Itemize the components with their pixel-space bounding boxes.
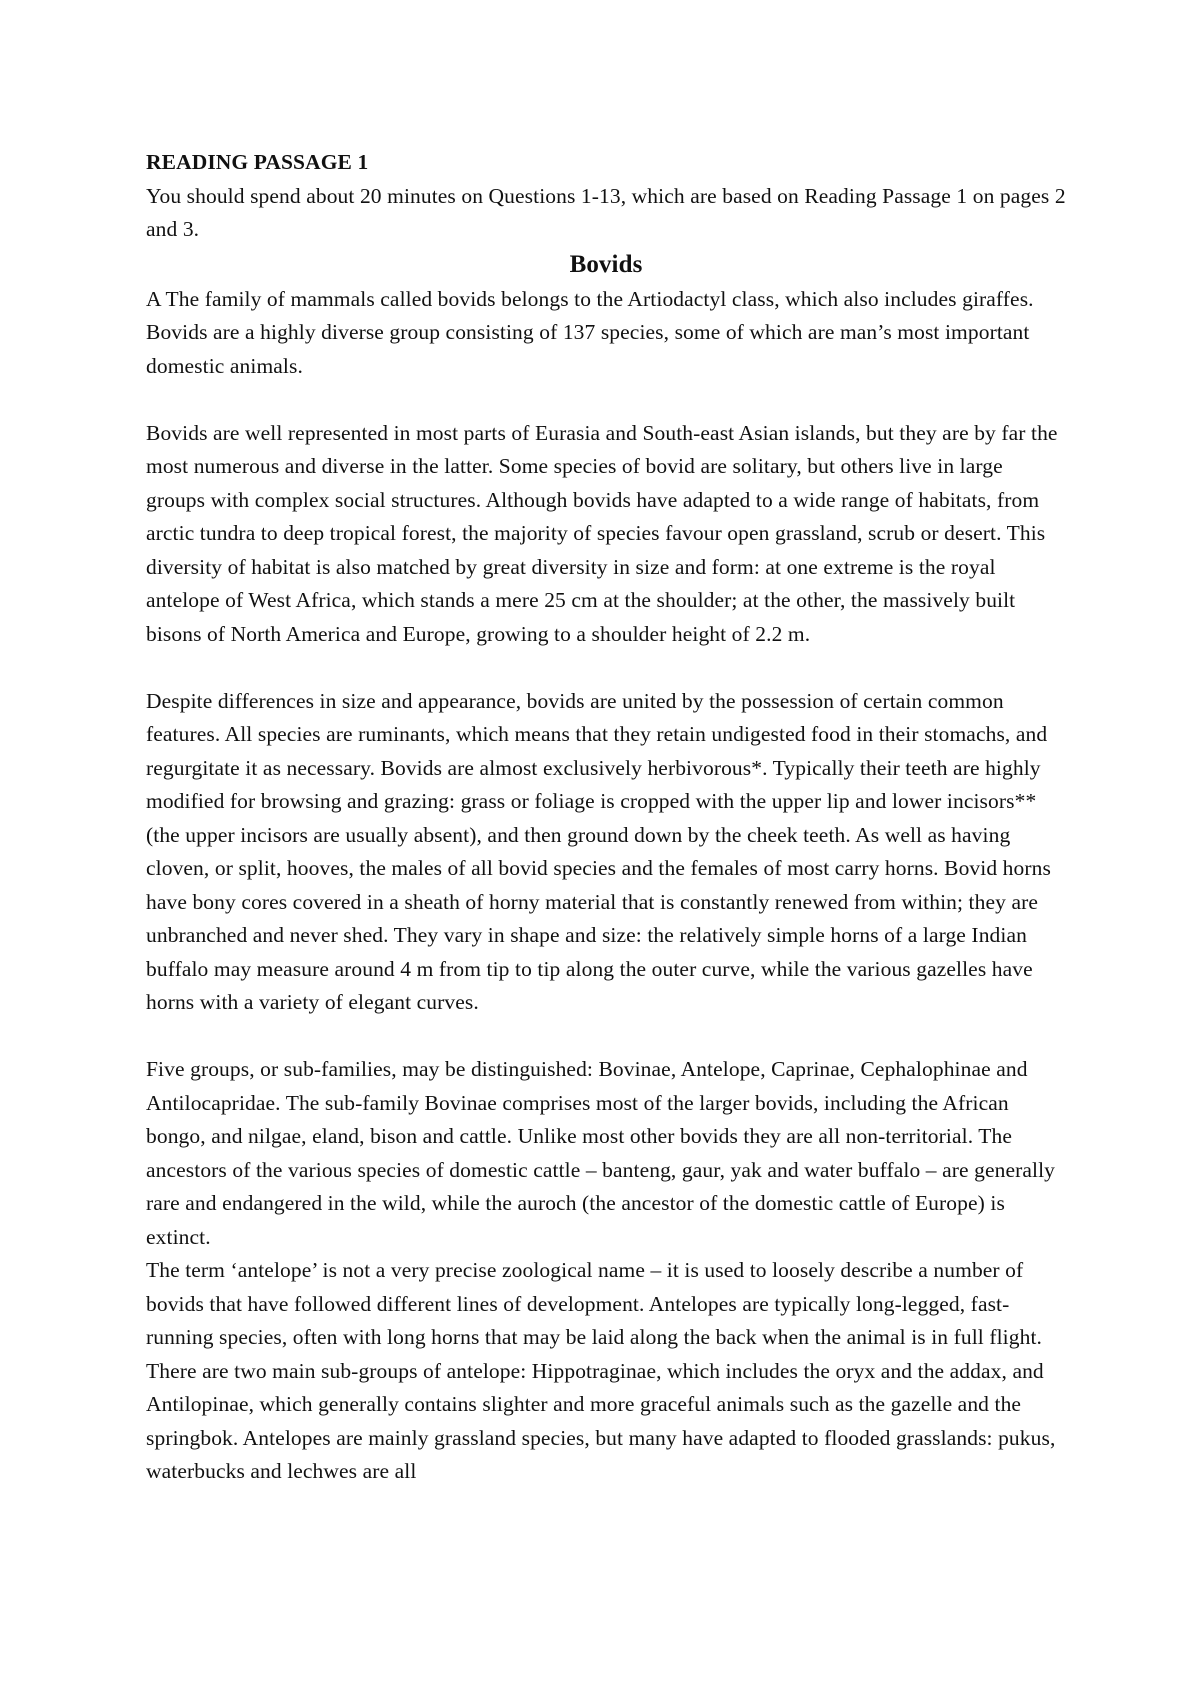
passage-title: Bovids <box>569 250 643 278</box>
instructions-text: You should spend about 20 minutes on Questions 1-13, which are based on Reading Passage 1 on pages 2 and 3. <box>146 183 1066 241</box>
section-label: READING PASSAGE 1 <box>146 150 369 174</box>
paragraph-antelope: The term ‘antelope’ is not a very precise zoological name – it is used to loosely describe a number of bovids that have followed different lines of development. Antelopes are typically long-legged, fast-running species, often with long horns that may be laid along the back when the animal is in full flight. There are two main sub-groups of antelope: Hippotraginae, which includes the oryx and the addax, and Antilopinae, which generally contains slighter and more graceful animals such as the gazelle and the springbok. Antelopes are mainly grassland species, but many have adapted to flooded grasslands: pukus, waterbucks and lechwes are all <box>146 1258 1056 1483</box>
paragraph-features: Despite differences in size and appearance, bovids are united by the possession of certain common features. All species are ruminants, which means that they retain undigested food in their stomachs, and regurgitate it as necessary. Bovids are almost exclusively herbivorous*. Typically their teeth are highly modified for browsing and grazing: grass or foliage is cropped with the upper lip and lower incisors** (the upper incisors are usually absent), and then ground down by the cheek teeth. As well as having cloven, or split, hooves, the males of all bovid species and the females of most carry horns. Bovid horns have bony cores covered in a sheath of horny material that is constantly renewed from within; they are unbranched and never shed. They vary in shape and size: the relatively simple horns of a large Indian buffalo may measure around 4 m from tip to tip along the outer curve, while the various gazelles have horns with a variety of elegant curves. <box>146 688 1051 1014</box>
document-page <box>146 146 1066 1489</box>
paragraph-subfamilies: Five groups, or sub-families, may be distinguished: Bovinae, Antelope, Caprinae, Cephalophinae and Antilocapridae. The sub-family Bovinae comprises most of the larger bovids, including the African bongo, and nilgae, eland, bison and cattle. Unlike most other bovids they are all non-territorial. The ancestors of the various species of domestic cattle – banteng, gaur, yak and water buffalo – are generally rare and endangered in the wild, while the auroch (the ancestor of the domestic cattle of Europe) is extinct. <box>146 1057 1056 1249</box>
paragraph-a: A The family of mammals called bovids belongs to the Artiodactyl class, which also includes giraffes. Bovids are a highly diverse group consisting of 137 species, some of which are man’s most important domestic animals. <box>146 286 1034 378</box>
paragraph-habitat: Bovids are well represented in most parts of Eurasia and South-east Asian islands, but they are by far the most numerous and diverse in the latter. Some species of bovid are solitary, but others live in large groups with complex social structures. Although bovids have adapted to a wide range of habitats, from arctic tundra to deep tropical forest, the majority of species favour open grassland, scrub or desert. This diversity of habitat is also matched by great diversity in size and form: at one extreme is the royal antelope of West Africa, which stands a mere 25 cm at the shoulder; at the other, the massively built bisons of North America and Europe, growing to a shoulder height of 2.2 m. <box>146 420 1058 646</box>
